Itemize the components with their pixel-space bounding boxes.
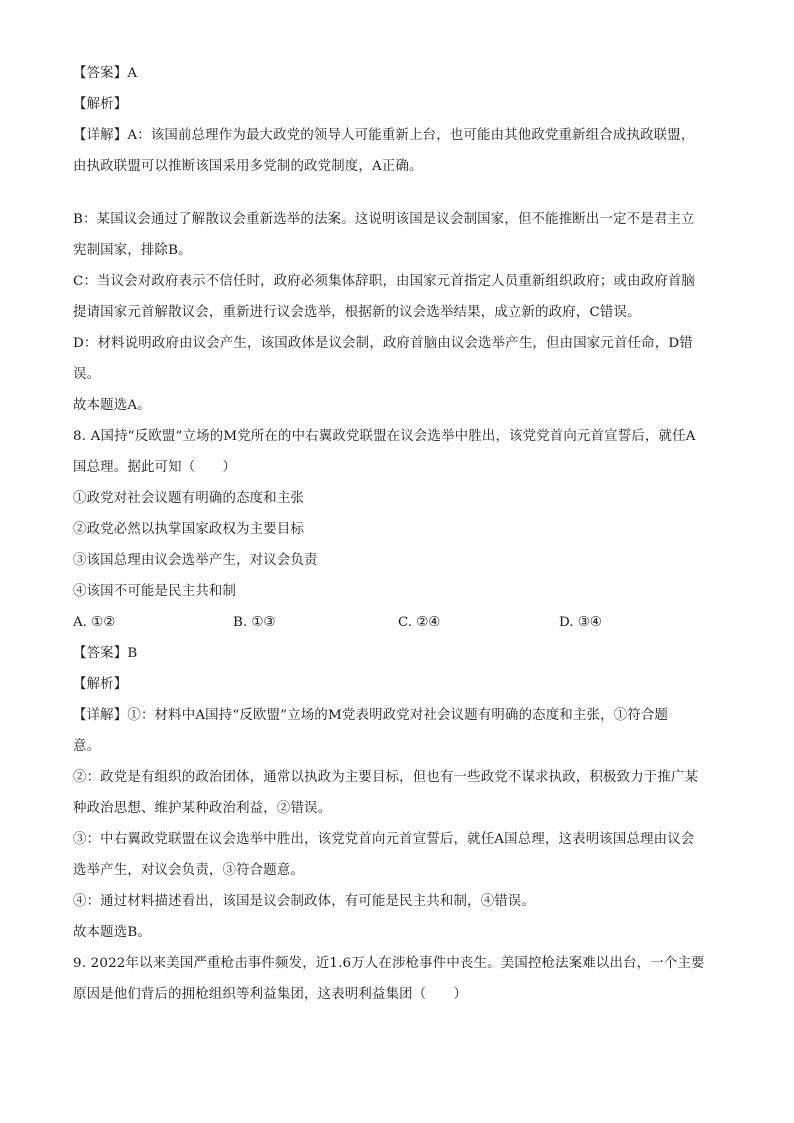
text-line: ②：政党是有组织的政治团体，通常以执政为主要目标，但也有一些政党不谋求执政，积极致力于推广某 [73, 770, 699, 785]
answer-text: 【答案】B [73, 646, 138, 661]
item-text: ④该国不可能是民主共和制 [73, 584, 237, 599]
conclusion-text: 故本题选A。 [73, 398, 151, 413]
detail-paragraph-c [73, 272, 723, 323]
text-line: B：某国议会通过了解散议会重新选举的法案。这说明该国是议会制国家，但不能推断出一定不是君主立 [73, 212, 695, 227]
question-8-stem [73, 427, 723, 478]
question-8-item [73, 520, 723, 540]
analysis-text: 【解析】 [73, 677, 128, 692]
analysis-label [73, 675, 723, 695]
document-page [73, 64, 723, 1016]
detail-paragraph-3 [73, 830, 723, 881]
conclusion [73, 396, 723, 416]
question-8-item [73, 582, 723, 602]
detail-paragraph-2 [73, 768, 723, 819]
analysis-label [73, 95, 723, 115]
text-line: 误。 [73, 367, 101, 382]
answer-label [73, 64, 723, 84]
detail-paragraph-b [73, 210, 723, 261]
text-line: 宪制国家，排除B。 [73, 243, 192, 258]
question-9-stem [73, 954, 723, 1005]
item-text: ①政党对社会议题有明确的态度和主张 [73, 491, 305, 506]
item-text: ③该国总理由议会选举产生，对议会负责 [73, 553, 318, 568]
option-c: C. ②④ [398, 615, 441, 630]
text-line: 国总理。据此可知（ ） [73, 460, 237, 475]
text-line: 8. A国持“反欧盟”立场的M党所在的中右翼政党联盟在议会选举中胜出，该党党首向元首宣誓后，就任A [73, 429, 696, 444]
conclusion [73, 923, 723, 943]
option-a: A. ①② [73, 615, 116, 630]
text-line: 9. 2022年以来美国严重枪击事件频发，近1.6万人在涉枪事件中丧生。美国控枪法案难以出台，一个主要 [73, 956, 705, 971]
question-8-options [73, 613, 723, 633]
text-line: ③：中右翼政党联盟在议会选举中胜出，该党党首向元首宣誓后，就任A国总理，这表明该国总理由议会 [73, 832, 695, 847]
question-8-item [73, 489, 723, 509]
option-b: B. ①③ [233, 615, 276, 630]
text-line: 种政治思想、维护某种政治利益，②错误。 [73, 801, 332, 816]
text-line: 提请国家元首解散议会，重新进行议会选举，根据新的议会选举结果，成立新的政府，C错误。 [73, 305, 641, 320]
text-line: 选举产生，对议会负责，③符合题意。 [73, 863, 305, 878]
text-line: 由执政联盟可以推断该国采用多党制的政党制度，A正确。 [73, 159, 423, 174]
detail-paragraph-1 [73, 706, 723, 757]
text-line: 原因是他们背后的拥枪组织等利益集团，这表明利益集团（ ） [73, 987, 468, 1002]
text-line: 意。 [73, 739, 101, 754]
detail-paragraph-a [73, 126, 723, 177]
option-d: D. ③④ [559, 615, 602, 630]
spacer [73, 188, 723, 210]
text-line: D：材料说明政府由议会产生，该国政体是议会制，政府首脑由议会选举产生，但由国家元首任命，D错 [73, 336, 693, 351]
text-line: 【详解】A：该国前总理作为最大政党的领导人可能重新上台，也可能由其他政党重新组合成执政联盟， [73, 128, 695, 143]
detail-paragraph-4 [73, 892, 723, 912]
analysis-text: 【解析】 [73, 97, 128, 112]
question-8-item [73, 551, 723, 571]
text-line: C：当议会对政府表示不信任时，政府必须集体辞职，由国家元首指定人员重新组织政府；或由政府首脑 [73, 274, 696, 289]
conclusion-text: 故本题选B。 [73, 925, 151, 940]
answer-text: 【答案】A [73, 66, 138, 81]
item-text: ②政党必然以执掌国家政权为主要目标 [73, 522, 305, 537]
text-line: 【详解】①：材料中A国持“反欧盟”立场的M党表明政党对社会议题有明确的态度和主张，①符合题 [73, 708, 669, 723]
answer-label [73, 644, 723, 664]
detail-paragraph-d [73, 334, 723, 385]
text-line: ④：通过材料描述看出，该国是议会制政体，有可能是民主共和制，④错误。 [73, 894, 536, 909]
